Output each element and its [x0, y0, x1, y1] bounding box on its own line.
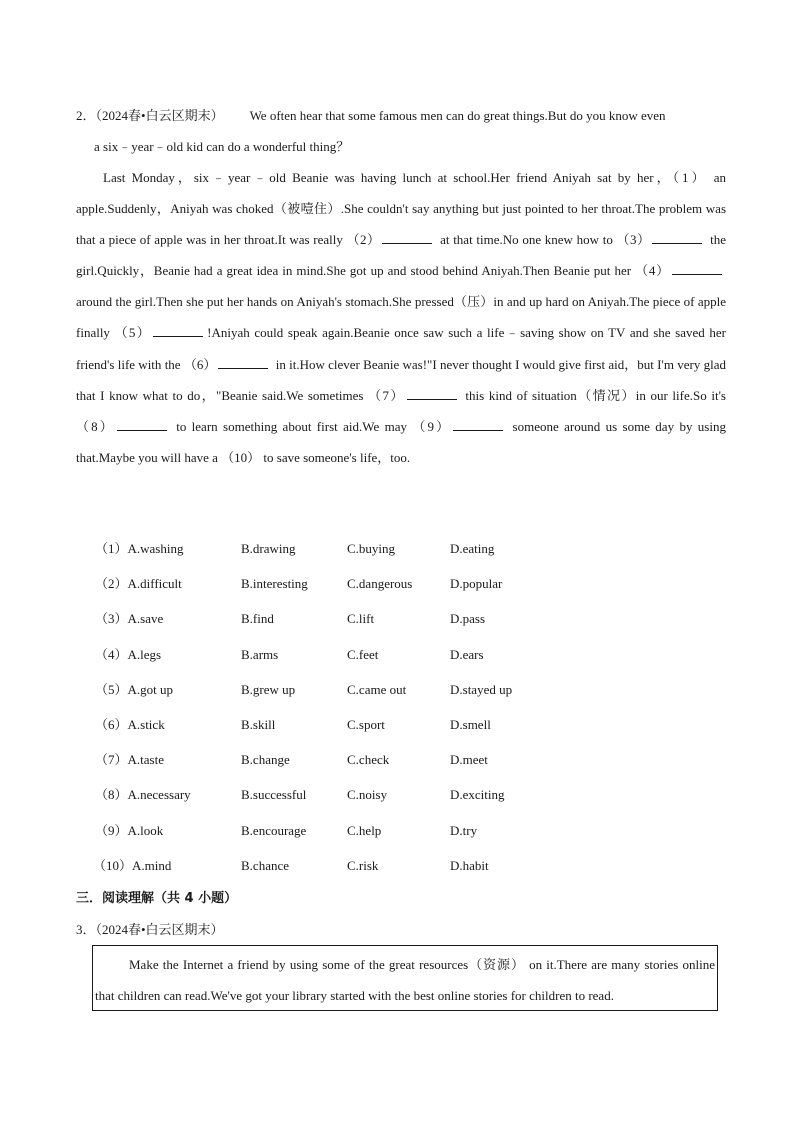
option-b[interactable]: B.successful: [241, 787, 307, 803]
option-a[interactable]: （9）A.look: [95, 822, 164, 838]
passage-text: someone around us some day by using that.Maybe you will have a: [76, 418, 726, 465]
passage-text: the girl.Quickly，Beanie had a great idea in mind.She got up and stood behind Aniyah.Then Beanie put her: [76, 232, 726, 279]
option-a[interactable]: （8）A.necessary: [95, 787, 191, 803]
passage-text: !Aniyah could speak again.Beanie once saw such a life﹣saving show on TV and she saved her friend's life with the: [76, 325, 726, 372]
option-d[interactable]: D.exciting: [450, 787, 505, 803]
intro-line-2: a six﹣year﹣old kid can do a wonderful thing？: [94, 139, 350, 154]
passage-text: Last Monday，six﹣year﹣old Beanie was having lunch at school.Her friend Aniyah sat by her，: [103, 170, 673, 185]
reading-box-text: Make the Internet a friend by using some of the great resources（资源） on it.There are many stories online that children can read.We've got your library started with the best online stories for children to read.: [95, 957, 715, 1003]
passage-paragraph: [76, 162, 726, 473]
option-b[interactable]: B.chance: [241, 857, 290, 873]
option-c[interactable]: C.feet: [347, 646, 379, 662]
blank-line[interactable]: [672, 260, 722, 275]
option-c[interactable]: C.sport: [347, 716, 385, 732]
passage-text: at that time.No one knew how to: [436, 232, 617, 248]
option-c[interactable]: C.dangerous: [347, 576, 413, 592]
blank-number: （5）: [114, 325, 152, 341]
option-c[interactable]: C.risk: [347, 857, 379, 873]
blank-number: （3）: [616, 232, 651, 248]
passage-text: around the girl.Then she put her hands on Aniyah's stomach.She pressed（压）in and up hard on Aniyah.The piece of apple finally: [76, 294, 726, 341]
option-b[interactable]: B.interesting: [241, 576, 308, 592]
option-c[interactable]: C.came out: [347, 681, 407, 697]
option-d[interactable]: D.eating: [450, 541, 495, 556]
option-b[interactable]: B.arms: [241, 646, 279, 662]
blank-line[interactable]: [218, 354, 268, 369]
option-row-8: [95, 781, 655, 816]
blank-number: （4）: [635, 263, 670, 279]
blank-line[interactable]: [382, 229, 432, 244]
option-d[interactable]: D.pass: [450, 611, 486, 627]
option-a[interactable]: （4）A.legs: [95, 646, 162, 662]
blank-number: （9）: [412, 418, 452, 434]
option-row-7: [95, 746, 655, 781]
option-d[interactable]: D.stayed up: [450, 681, 513, 697]
passage-text: this kind of situation（情况）in our life.So it's: [460, 387, 726, 403]
question-source: （2024春•白云区期末）: [95, 108, 224, 123]
blank-number: （10）: [221, 449, 261, 465]
option-a[interactable]: （10）A.mind: [93, 857, 172, 873]
blank-number: （7）: [368, 387, 405, 403]
intro-line-1: We often hear that some famous men can do great things.But do you know even: [249, 108, 666, 123]
option-c[interactable]: C.help: [347, 822, 382, 838]
option-c[interactable]: C.check: [347, 752, 390, 768]
option-row-1: [95, 535, 655, 570]
option-a[interactable]: （5）A.got up: [95, 681, 174, 697]
passage-text: in it.How clever Beanie was!"I never thought I would give first aid，but I'm very glad that I know what to do，"Beanie said.We sometimes: [76, 356, 726, 403]
option-row-3: [95, 605, 655, 640]
option-row-2: [95, 570, 655, 605]
option-d[interactable]: D.try: [450, 822, 478, 838]
passage-text: to save someone's life，too.: [260, 449, 411, 465]
option-d[interactable]: D.ears: [450, 646, 484, 662]
option-row-4: [95, 641, 655, 676]
passage-text: an apple.Suddenly，Aniyah was choked（被噎住）.She couldn't say anything but just pointed to her throat.The problem was that a piece of apple was in her throat.It was really: [76, 170, 726, 248]
option-row-6: [95, 711, 655, 746]
option-d[interactable]: D.meet: [450, 752, 488, 768]
question-3-header: 3．（2024春•白云区期末）: [76, 922, 224, 937]
cloze-passage: [76, 162, 726, 473]
option-d[interactable]: D.popular: [450, 576, 503, 592]
option-c[interactable]: C.noisy: [347, 787, 388, 803]
blank-number: （8）: [76, 418, 115, 434]
option-b[interactable]: B.skill: [241, 716, 276, 732]
blank-number: （6）: [183, 356, 217, 372]
blank-number: （1）: [672, 170, 708, 185]
section-title: 三．阅读理解（共 4 小题）: [76, 891, 238, 906]
option-a[interactable]: （3）A.save: [95, 611, 164, 627]
option-b[interactable]: B.encourage: [241, 822, 307, 838]
option-row-5: [95, 676, 655, 711]
option-a[interactable]: （2）A.difficult: [95, 576, 182, 592]
option-c[interactable]: C.buying: [347, 541, 396, 556]
option-b[interactable]: B.find: [241, 611, 274, 627]
blank-line[interactable]: [407, 385, 457, 400]
option-c[interactable]: C.lift: [347, 611, 375, 627]
blank-line[interactable]: [153, 322, 203, 337]
question-number: 2．: [76, 108, 96, 123]
question-2-header: [76, 100, 726, 162]
passage-text: to learn something about first aid.We may: [170, 418, 413, 434]
option-a[interactable]: （7）A.taste: [95, 752, 164, 768]
option-d[interactable]: D.habit: [450, 857, 489, 873]
blank-line[interactable]: [652, 229, 702, 244]
blank-line[interactable]: [453, 416, 503, 431]
reading-box: [92, 945, 718, 1011]
option-row-10: [95, 852, 655, 887]
blank-line[interactable]: [117, 416, 167, 431]
option-a[interactable]: （6）A.stick: [95, 716, 165, 732]
option-b[interactable]: B.change: [241, 752, 290, 768]
option-d[interactable]: D.smell: [450, 716, 491, 732]
option-b[interactable]: B.drawing: [241, 541, 296, 556]
blank-number: （2）: [346, 232, 381, 248]
option-b[interactable]: B.grew up: [241, 681, 296, 697]
option-row-9: [95, 817, 655, 852]
option-a[interactable]: （1）A.washing: [95, 541, 184, 556]
options-list: [95, 535, 655, 887]
